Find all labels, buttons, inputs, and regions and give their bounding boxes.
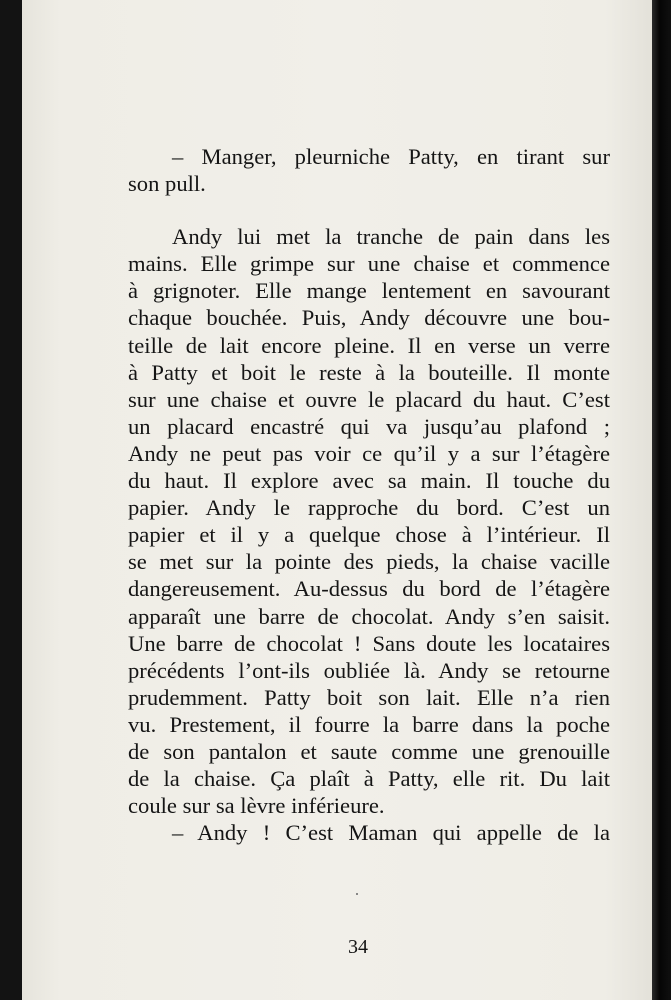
text-line: dangereusement. Au-dessus du bord de l’étagère [128,576,610,602]
text-line: Andy lui met la tranche de pain dans les [172,224,610,250]
text-line: coule sur sa lèvre inférieure. [128,793,385,819]
text-line: sur une chaise et ouvre le placard du haut. C’est [128,386,610,412]
text-line: à Patty et boit le reste à la bouteille. Il monte [128,359,610,385]
text-line: Andy ne peut pas voir ce qu’il y a sur l’étagère [128,440,610,466]
text-line: papier. Andy le rapproche du bord. C’est un [128,495,610,521]
text-line: un placard encastré qui va jusqu’au plafond ; [128,413,610,439]
text-line: de la chaise. Ça plaît à Patty, elle rit. Du lait [128,766,610,792]
text-line: apparaît une barre de chocolat. Andy s’en saisit. [128,603,610,629]
text-line: de son pantalon et saute comme une grenouille [128,738,610,764]
text-line: se met sur la pointe des pieds, la chaise vacille [128,549,610,575]
paragraph-gap [128,197,610,223]
text-line: précédents l’ont-ils oubliée là. Andy se retourne [128,657,610,683]
text-line: – Andy ! C’est Maman qui appelle de la [172,820,610,846]
page-number: 34 [348,936,368,958]
text-line: chaque bouchée. Puis, Andy découvre une bou- [128,305,610,331]
body-text [128,143,610,846]
text-line: papier et il y a quelque chose à l’intérieur. Il [128,522,610,548]
page-edge-shadow [652,0,671,1000]
text-line: prudemment. Patty boit son lait. Elle n’a rien [128,684,610,710]
text-line: – Manger, pleurniche Patty, en tirant sur [172,144,610,169]
text-line: Une barre de chocolat ! Sans doute les locataires [128,630,610,656]
text-line: du haut. Il explore avec sa main. Il touche du [128,468,610,494]
text-line: son pull. [128,171,206,197]
text-line: teille de lait encore pleine. Il en verse un verre [128,332,610,358]
text-line: à grignoter. Elle mange lentement en savourant [128,278,610,304]
scan-speck [356,893,358,895]
text-line: mains. Elle grimpe sur une chaise et commence [128,251,610,277]
text-line: vu. Prestement, il fourre la barre dans la poche [128,711,610,737]
